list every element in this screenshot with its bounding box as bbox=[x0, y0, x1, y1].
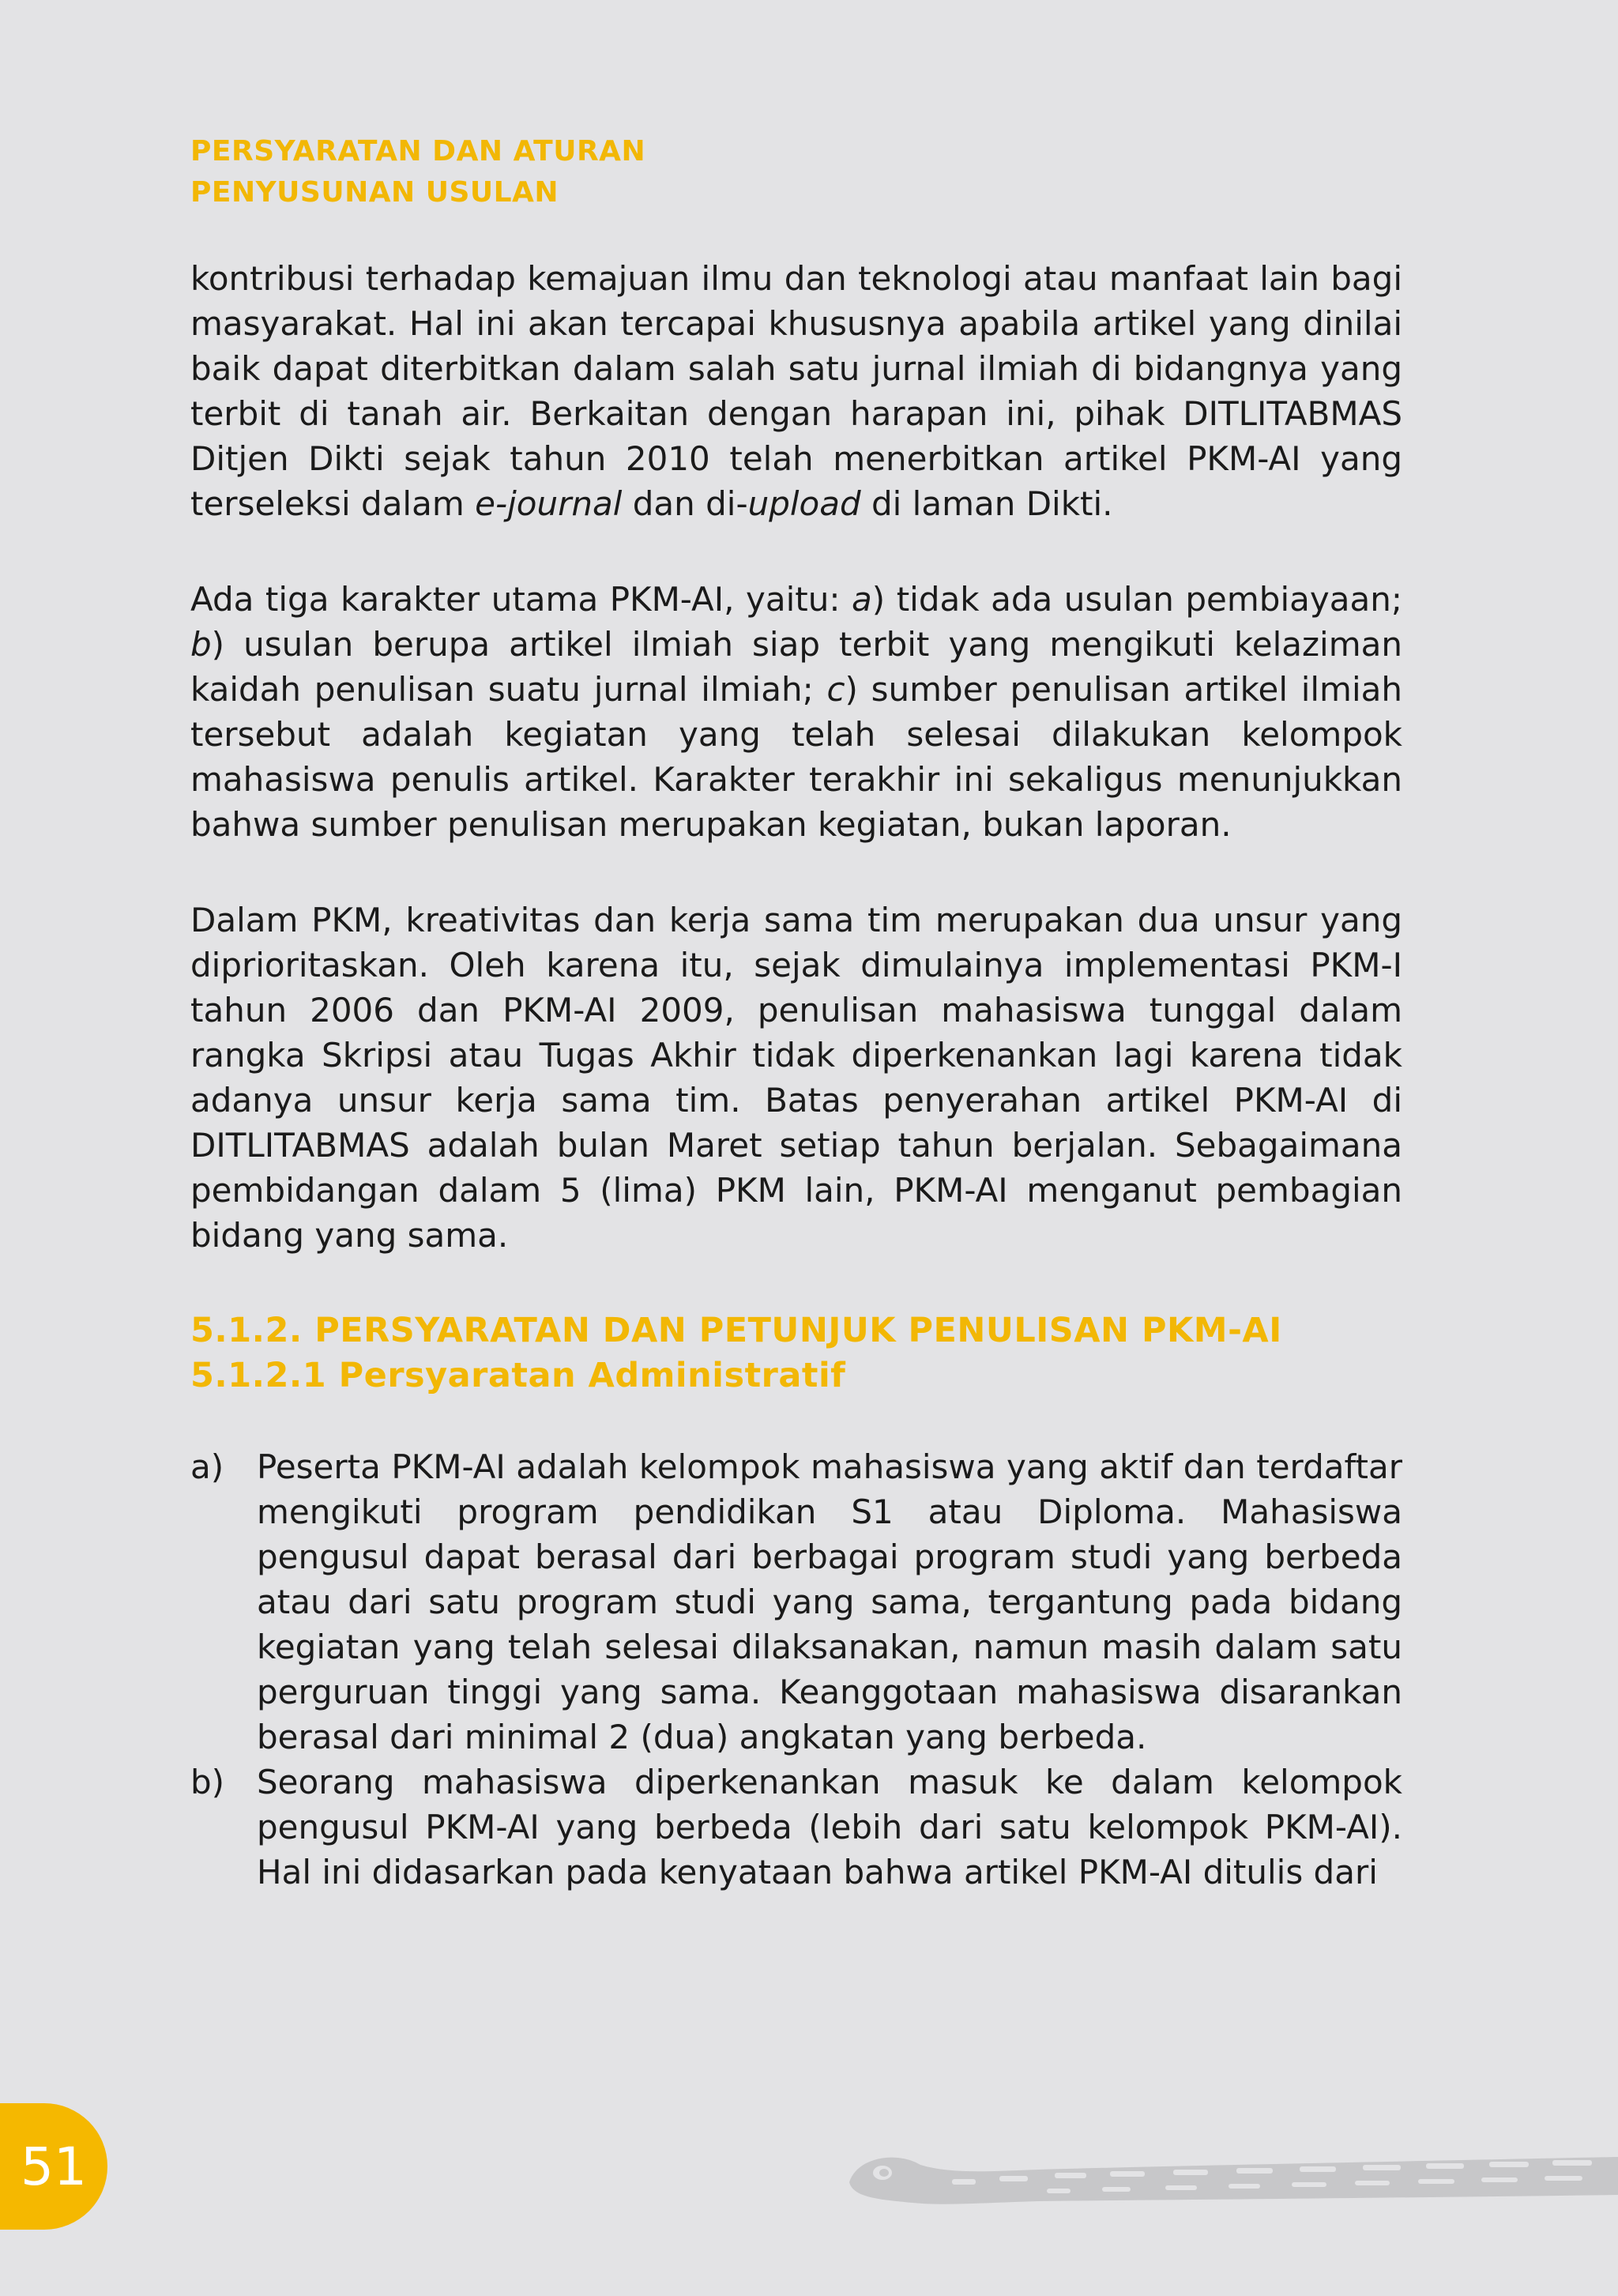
page-number-badge bbox=[0, 2103, 107, 2230]
emphasis-b: b bbox=[190, 625, 212, 664]
page-number: 51 bbox=[21, 2136, 87, 2197]
running-header bbox=[190, 131, 645, 213]
list-marker: b) bbox=[190, 1763, 225, 1801]
emphasis-upload: upload bbox=[747, 484, 861, 523]
emphasis-e-journal: e-journal bbox=[475, 484, 623, 523]
list-marker: a) bbox=[190, 1447, 224, 1486]
section-subheading: 5.1.2.1 Persyaratan Administratif bbox=[190, 1356, 846, 1395]
snake-pupil bbox=[879, 2169, 889, 2177]
running-header-line-1: PERSYARATAN DAN ATURAN bbox=[190, 135, 646, 167]
paragraph-2: Ada tiga karakter utama PKM-AI, yaitu: a) tidak ada usulan pembiayaan; b) usulan berupa artikel ilmiah siap terbit yang mengikuti kelaziman kaidah penulisan suatu jurnal ilmiah; c) sumber penulisan artikel ilmiah tersebut adalah kegiatan yang telah selesai dilakukan kelompok mahasiswa penulis artikel. Karakter terakhir ini sekaligus menunjukkan bahwa sumber penulisan merupakan kegiatan, bukan laporan. bbox=[190, 580, 1402, 844]
emphasis-a: a bbox=[852, 580, 872, 619]
list-item bbox=[190, 1760, 1402, 1895]
list-item bbox=[190, 1444, 1402, 1760]
list-item-text: Seorang mahasiswa diperkenankan masuk ke dalam kelompok pengusul PKM-AI yang berbeda (lebih dari satu kelompok PKM-AI). Hal ini didasarkan pada kenyataan bahwa artikel PKM-AI ditulis dari bbox=[257, 1763, 1402, 1891]
running-header-line-2: PENYUSUNAN USULAN bbox=[190, 176, 559, 209]
section-heading: 5.1.2. PERSYARATAN DAN PETUNJUK PENULISAN PKM-AI bbox=[190, 1311, 1282, 1350]
requirements-list bbox=[190, 1444, 1402, 1895]
paragraph-1: kontribusi terhadap kemajuan ilmu dan teknologi atau manfaat lain bagi masyarakat. Hal ini akan tercapai khususnya apabila artikel yang dinilai baik dapat diterbitkan dalam salah satu jurnal ilmiah di bidangnya yang terbit di tanah air. Berkaitan dengan harapan ini, pihak DITLITABMAS Ditjen Dikti sejak tahun 2010 telah menerbitkan artikel PKM-AI yang terseleksi dalam e-journal dan di-upload di laman Dikti. bbox=[190, 259, 1402, 523]
page-content bbox=[190, 256, 1402, 1895]
paragraph-3: Dalam PKM, kreativitas dan kerja sama tim merupakan dua unsur yang diprioritaskan. Oleh karena itu, sejak dimulainya implementasi PKM-I tahun 2006 dan PKM-AI 2009, penulisan mahasiswa tunggal dalam rangka Skripsi atau Tugas Akhir tidak diperkenankan lagi karena tidak adanya unsur kerja sama tim. Batas penyerahan artikel PKM-AI di DITLITABMAS adalah bulan Maret setiap tahun berjalan. Sebagaimana pembidangan dalam 5 (lima) PKM lain, PKM-AI menganut pembagian bidang yang sama. bbox=[190, 901, 1402, 1255]
snake-illustration-icon bbox=[833, 2133, 1618, 2220]
emphasis-c: c bbox=[826, 670, 845, 709]
list-item-text: Peserta PKM-AI adalah kelompok mahasiswa yang aktif dan terdaftar mengikuti program pendidikan S1 atau Diploma. Mahasiswa pengusul dapat berasal dari berbagai program studi yang berbeda atau dari satu program studi yang sama, tergantung pada bidang kegiatan yang telah selesai dilaksanakan, namun masih dalam satu perguruan tinggi yang sama. Keanggotaan mahasiswa disarankan berasal dari minimal 2 (dua) angkatan yang berbeda. bbox=[257, 1447, 1402, 1756]
